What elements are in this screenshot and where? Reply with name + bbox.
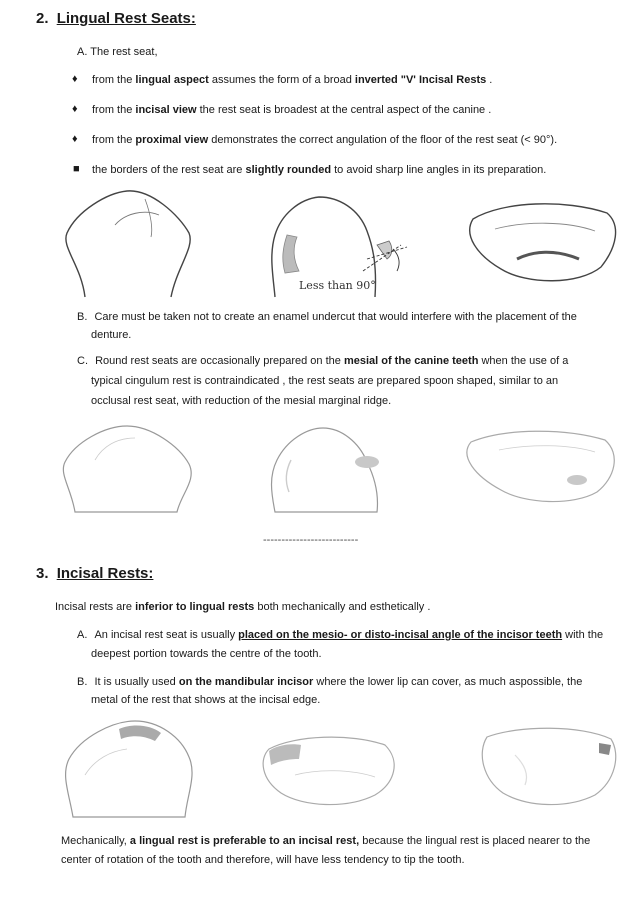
bullet-icon: ♦ [72,103,78,115]
item-a-line: deepest portion towards the centre of the tooth. [91,648,322,660]
item-b-label: B. [77,311,88,323]
item-b-line: It is usually used [94,676,179,688]
bullet-bold: incisal view [135,104,197,116]
bullet-bold: slightly rounded [245,164,332,176]
section-divider: -------------------------- [263,534,359,546]
canine-lingual-round-drawing [63,426,191,512]
canine-incisal-round-drawing [467,431,614,501]
bullet-item [92,70,492,90]
conclusion-text: Mechanically, [61,835,130,847]
bullet-item [92,100,491,120]
item-b-line: Care must be taken not to create an enamel undercut that would interfere with the placement of the [94,311,577,323]
section-2-item-b [77,307,577,327]
canine-incisal-view-drawing [470,204,616,281]
item-c-line: typical cingulum rest is contraindicated , the rest seats are prepared spoon shaped, similar to an [91,375,559,387]
bullet-text: from the [92,74,136,86]
item-c-bold: mesial of the canine teeth [343,355,479,367]
canine-lingual-view-drawing [66,191,190,297]
item-a-line: with the [562,629,604,641]
item-a-line: An incisal rest seat is usually [94,629,239,641]
item-b-label: B. [77,676,88,688]
conclusion-text: center of rotation of the tooth and therefore, will have less tendency to tip the tooth. [61,854,465,866]
item-a-label: A. [77,46,88,58]
figure-incisal-rests [55,715,625,825]
bullet-bold: inverted "V' Incisal Rests [354,74,487,86]
bullet-text: . [486,74,493,86]
bullet-bold: proximal view [135,134,209,146]
section-3-item-b [77,672,582,692]
figure-lingual-rest-seats [55,185,625,305]
section-2-title: Lingual Rest Seats: [56,10,196,27]
figure-angle-label: Less than 90° [299,279,376,292]
section-3-item-a-cont [91,644,322,664]
bullet-item [92,160,546,180]
item-b-line: where the lower lip can cover, as much aspossible, the [313,676,583,688]
intro-text: both mechanically and esthetically . [254,601,431,613]
section-3-title: Incisal Rests: [56,565,154,582]
bullet-icon: ♦ [72,133,78,145]
bullet-text: from the [92,134,136,146]
section-3-heading [36,565,153,582]
bullet-text: the rest seat is broadest at the central aspect of the canine . [196,104,492,116]
intro-bold: inferior to lingual rests [135,601,255,613]
item-a-bold: placed on the mesio- or disto-incisal angle of the incisor teeth [238,629,563,641]
item-c-line: when the use of a [478,355,569,367]
item-b-line: metal of the rest that shows at the incisal edge. [91,694,321,706]
section-3-intro [55,597,430,617]
section-2-item-a [77,42,158,62]
section-2-number: 2. [36,10,49,27]
item-a-text: The rest seat, [90,46,158,58]
conclusion-paragraph [61,831,590,851]
incisor-incisal-view-drawing [482,728,616,804]
section-3-number: 3. [36,565,49,582]
section-2-item-b-cont [91,325,131,345]
item-b-line: denture. [91,329,132,341]
bullet-text: to avoid sharp line angles in its preparation. [331,164,547,176]
square-bullet-icon: ■ [73,163,80,175]
item-b-bold: on the mandibular incisor [178,676,314,688]
section-2-item-c-cont [91,391,391,411]
bullet-text: the borders of the rest seat are [92,164,246,176]
bullet-item [92,130,557,150]
bullet-text: from the [92,104,136,116]
item-c-line: Round rest seats are occasionally prepared on the [95,355,344,367]
item-c-label: C. [77,355,88,367]
bullet-text: demonstrates the correct angulation of the floor of the rest seat (< 90°). [208,134,558,146]
conclusion-text: because the lingual rest is placed nearer to the [359,835,591,847]
conclusion-paragraph-cont [61,850,465,870]
section-3-item-b-cont [91,690,320,710]
item-c-line: occlusal rest seat, with reduction of the mesial marginal ridge. [91,395,392,407]
bullet-icon: ♦ [72,73,78,85]
section-2-item-c-cont [91,371,558,391]
bullet-bold: lingual aspect [135,74,209,86]
intro-text: Incisal rests are [55,601,136,613]
figure-round-rest-seats [55,420,625,520]
bullet-text: assumes the form of a broad [208,74,355,86]
section-3-item-a [77,625,603,645]
item-a-label: A. [77,629,88,641]
section-2-heading [36,10,196,27]
conclusion-bold: a lingual rest is preferable to an incisal rest, [129,835,360,847]
section-2-item-c [77,351,568,371]
